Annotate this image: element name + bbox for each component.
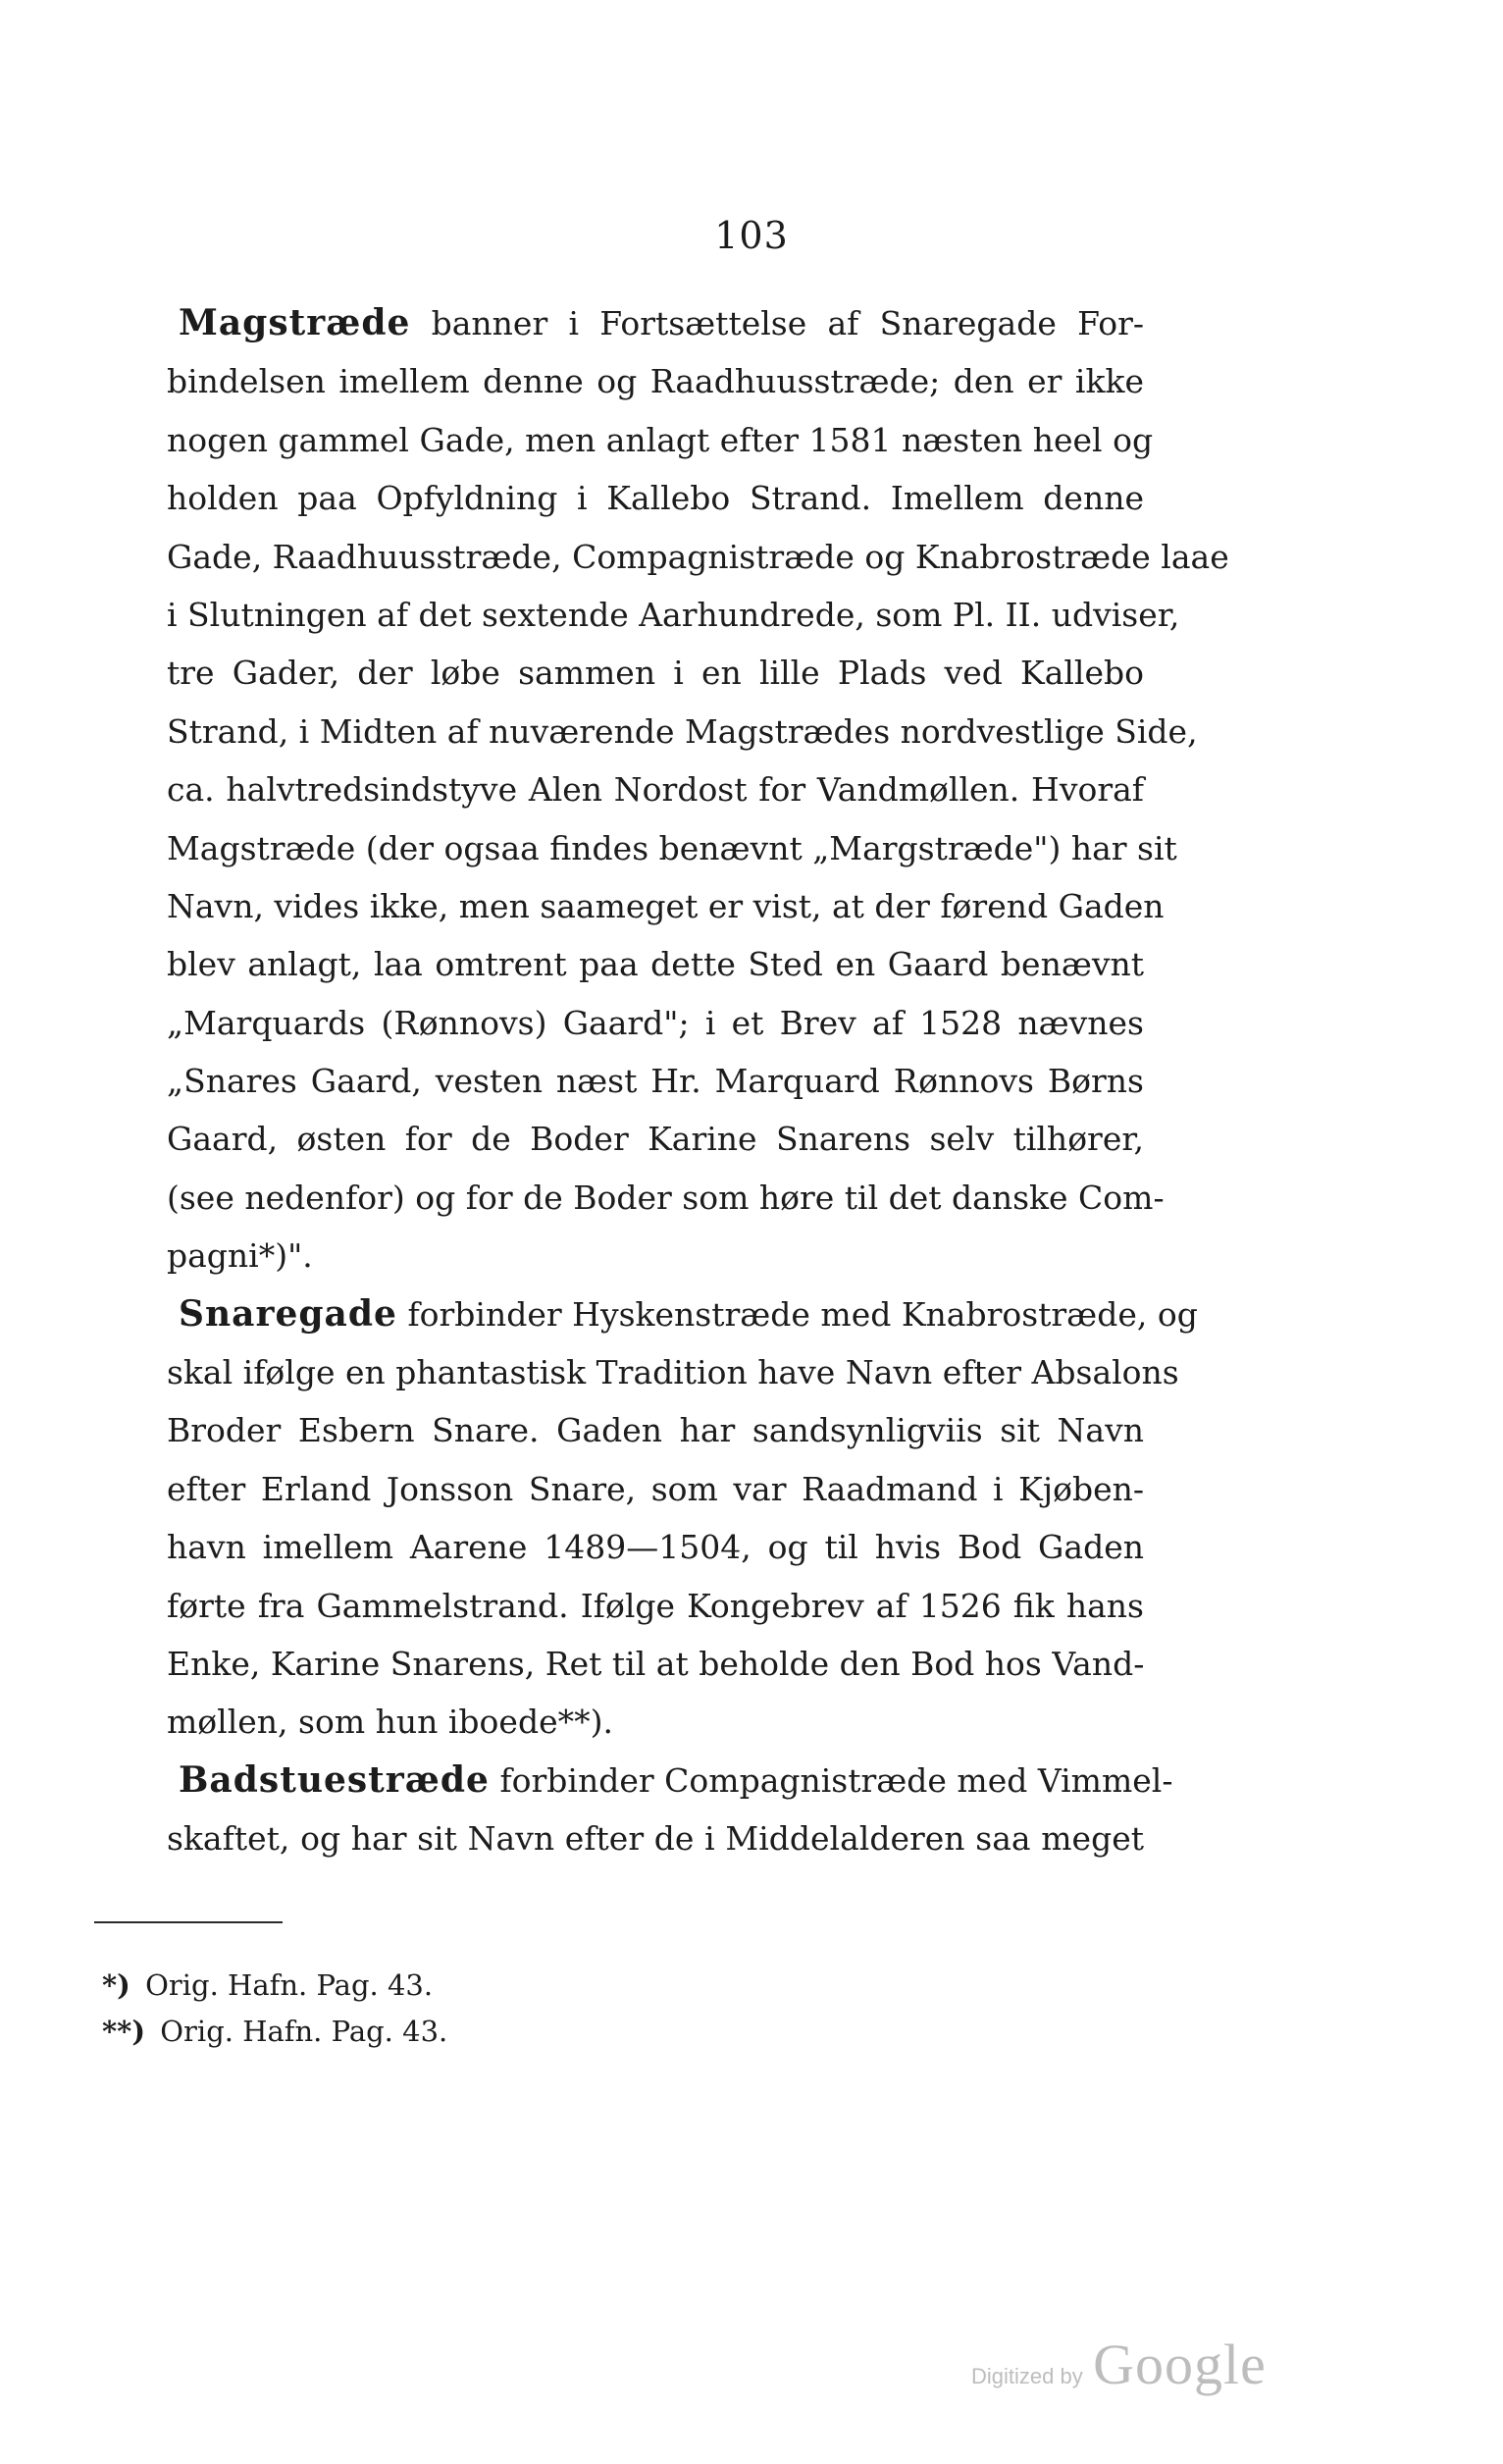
watermark-prefix: Digitized by [971,2364,1083,2388]
heading-badstuestraede: Badstuestræde [179,1758,490,1801]
footnote-2 [102,2009,447,2055]
text-line: efter Erland Jonsson Snare, som var Raadmand i Kjøben- [167,1469,1144,1508]
paragraph-1-line-1 [167,294,1144,352]
text-line: bindelsen imellem denne og Raadhuusstræde; den er ikke [167,362,1144,401]
text-line: skal ifølge en phantastisk Tradition have Navn efter Absalons [167,1353,1179,1392]
text-line: Gade, Raadhuusstræde, Compagnistræde og Knabrostræde laae [167,537,1229,576]
text-line: Gaard, østen for de Boder Karine Snarens selv tilhører, [167,1120,1144,1159]
footnote-text: Orig. Hafn. Pag. 43. [145,1968,434,2002]
heading-magstraede: Magstræde [179,302,411,343]
text-line: pagni*)". [167,1236,313,1276]
text-line: Navn, vides ikke, men saameget er vist, at der førend Gaden [167,886,1165,925]
body-text [167,294,1229,1868]
google-logo: Google [1093,2333,1267,2396]
text-line: „Snares Gaard, vesten næst Hr. Marquard Rønnovs Børns [167,1062,1144,1101]
text-line: ca. halvtredsindstyve Alen Nordost for Vandmøllen. Hvoraf [167,770,1144,810]
text-line: førte fra Gammelstrand. Ifølge Kongebrev af 1526 fik hans [167,1586,1144,1625]
footnote-marker: **) [102,2015,146,2048]
text-line: banner i Fortsættelse af Snaregade For- [431,304,1144,342]
text-line: skaftet, og har sit Navn efter de i Middelalderen saa meget [167,1819,1144,1859]
text-line: nogen gammel Gade, men anlagt efter 1581 næsten heel og [167,420,1154,459]
footnote-divider [94,1921,283,1923]
text-line: holden paa Opfyldning i Kallebo Strand. Imellem denne [167,479,1144,518]
footnote-marker: *) [102,1968,130,2002]
digitized-watermark [971,2332,1267,2397]
text-line: tre Gader, der løbe sammen i en lille Plads ved Kallebo [167,654,1144,693]
text-line: Enke, Karine Snarens, Ret til at beholde den Bod hos Vand- [167,1644,1145,1683]
footnote-text: Orig. Hafn. Pag. 43. [160,2015,448,2048]
text-line: „Marquards (Rønnovs) Gaard"; i et Brev af 1528 nævnes [167,1003,1144,1042]
text-line: møllen, som hun iboede**). [167,1703,613,1742]
text-line: forbinder Hyskenstræde med Knabrostræde, og [407,1294,1198,1334]
text-line: Strand, i Midten af nuværende Magstrædes nordvestlige Side, [167,711,1198,751]
footnotes [102,1963,447,2055]
heading-snaregade: Snaregade [179,1292,397,1335]
text-line: havn imellem Aarene 1489—1504, og til hvis Bod Gaden [167,1528,1144,1567]
text-line: i Slutningen af det sextende Aarhundrede, som Pl. II. udviser, [167,595,1180,634]
footnote-1 [102,1963,447,2009]
text-line: Magstræde (der ogsaa findes benævnt „Margstræde") har sit [167,828,1177,867]
text-line: (see nedenfor) og for de Boder som høre til det danske Com- [167,1178,1165,1217]
text-line: blev anlagt, laa omtrent paa dette Sted en Gaard benævnt [167,945,1144,984]
text-line: forbinder Compagnistræde med Vimmel- [499,1760,1173,1800]
paragraph-2-line-1 [167,1285,1198,1343]
text-line: Broder Esbern Snare. Gaden har sandsynligviis sit Navn [167,1411,1144,1450]
paragraph-3-line-1 [167,1752,1173,1809]
page-number: 103 [714,214,789,257]
